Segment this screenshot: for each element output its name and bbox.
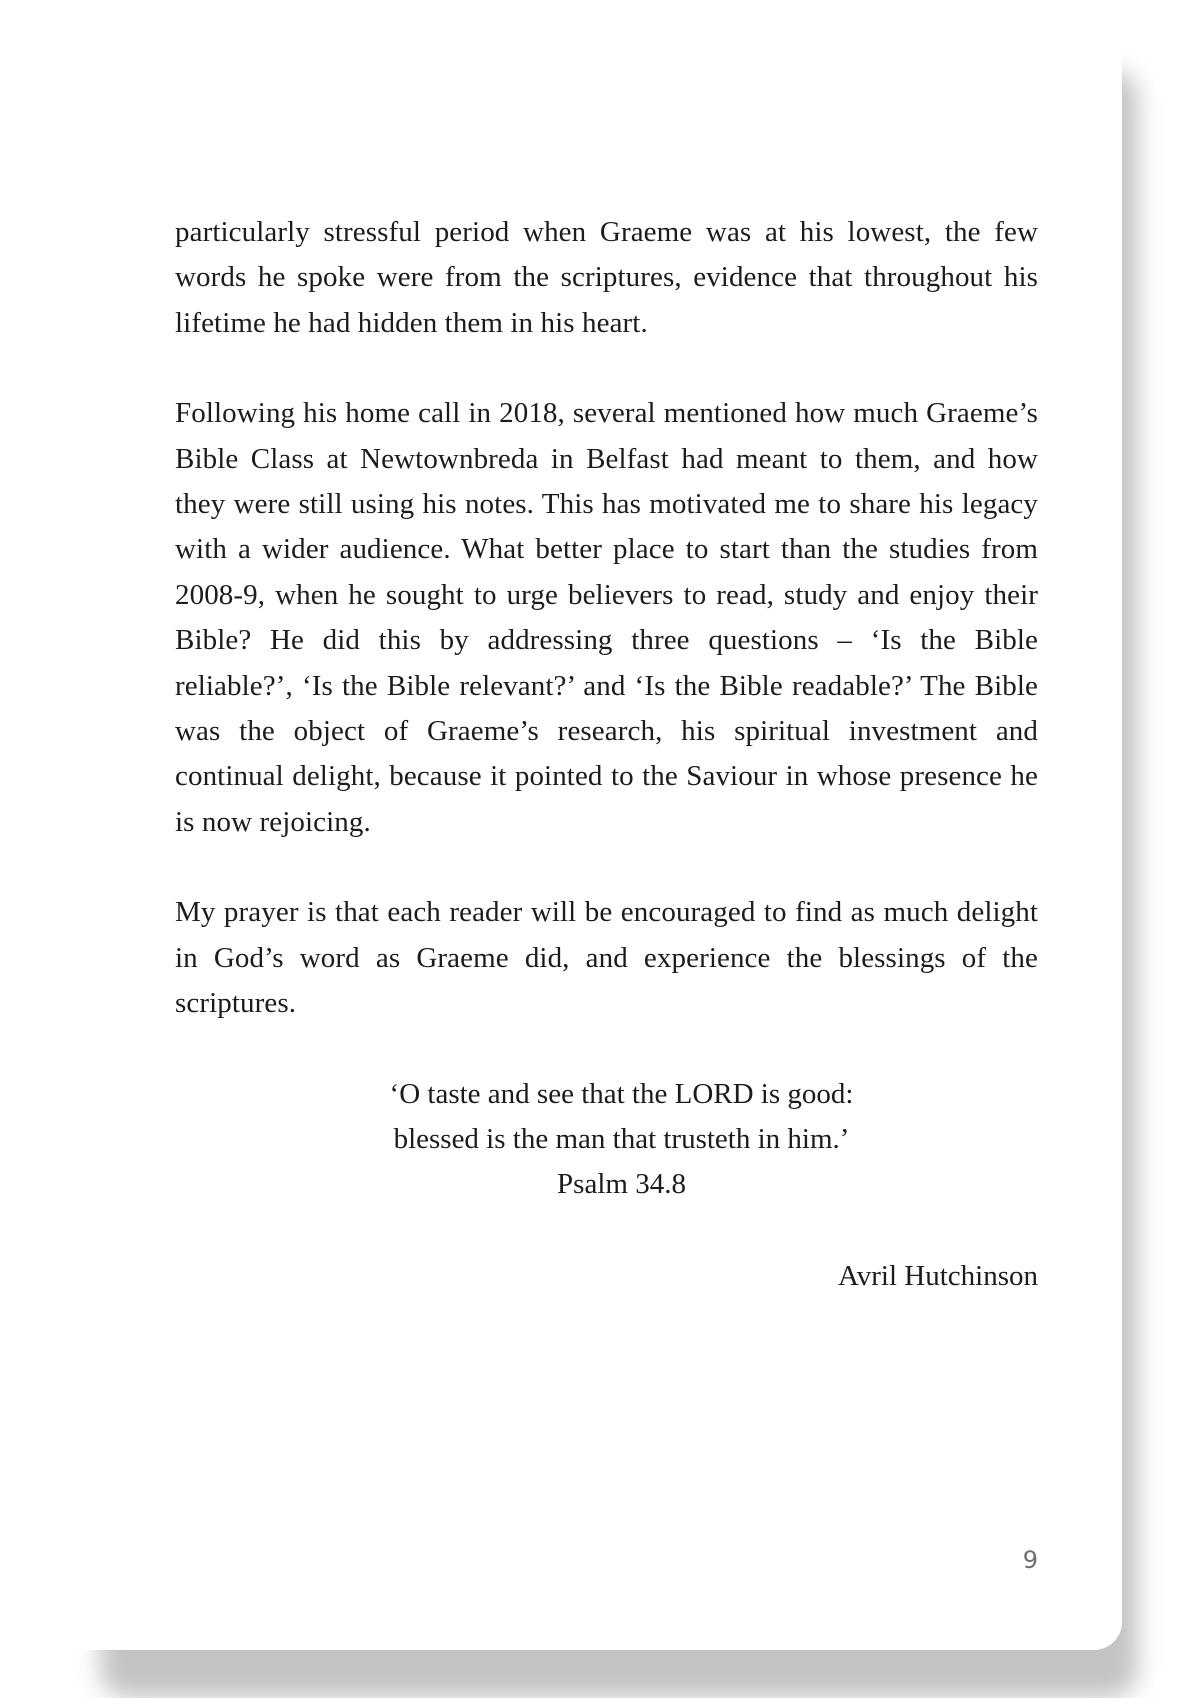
quote-line-1: ‘O taste and see that the LORD is good: — [389, 1077, 854, 1110]
author-signature: Avril Hutchinson — [837, 1259, 1038, 1292]
quote-reference: Psalm 34.8 — [557, 1168, 686, 1201]
paragraph-1: particularly stressful period when Graeme was at his lowest, the few words he spoke were from the scriptures, evidence that throughout his lifetime he had hidden them in his heart. — [175, 216, 1038, 339]
page-number: 9 — [1022, 1546, 1038, 1574]
paragraph-2: Following his home call in 2018, several mentioned how much Graeme’s Bible Class at Newtownbreda in Belfast had meant to them, and how they were still using his notes. This has motivated me to share his legacy with a wider audience. What better place to start than the studies from 2008-9, when he sought to urge believers to read, study and enjoy their Bible? He did this by addressing three questions – ‘Is the Bible reliable?’, ‘Is the Bible relevant?’ and ‘Is the Bible readable?’ The Bible was the object of Graeme’s research, his spiritual investment and continual delight, because it pointed to the Saviour in whose presence he is now rejoicing. — [175, 397, 1038, 838]
scripture-quote — [175, 1072, 1038, 1208]
paragraph-3: My prayer is that each reader will be encouraged to find as much delight in God’s word as Graeme did, and experience the blessings of the scriptures. — [175, 896, 1038, 1020]
page-body — [175, 210, 1038, 1299]
quote-line-2: blessed is the man that trusteth in him.’ — [393, 1122, 850, 1155]
